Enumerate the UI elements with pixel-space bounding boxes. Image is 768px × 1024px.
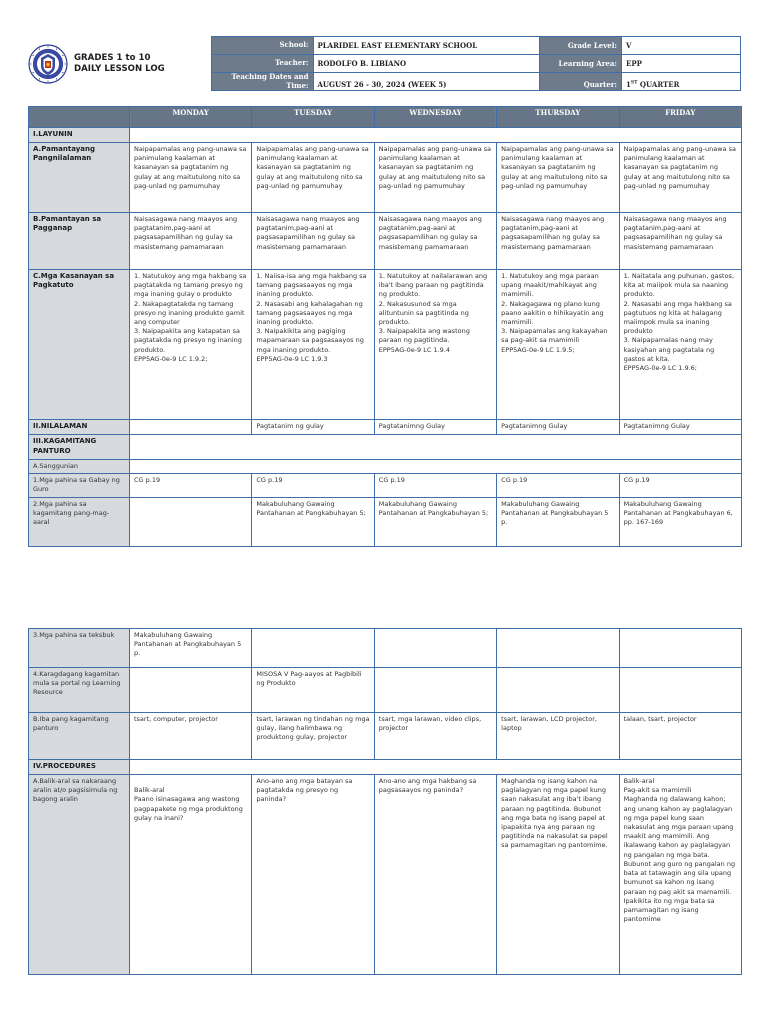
row-label-gabay-ng-guro: 1.Mga pahina sa Gabay ng Guro [29, 473, 130, 497]
day-header-monday: MONDAY [130, 107, 252, 128]
cell-teksbuk-monday: Makabuluhang Gawaing Pantahanan at Pangkabuhayan 5 p. [130, 629, 252, 668]
row-label-teksbuk: 3.Mga pahina sa teksbuk [29, 629, 130, 668]
cell-pagkatuto-friday: 1. Naitatala ang puhunan, gastos, kita at maiipok mula sa naaning produkto. 2. Nasasabi ang mga hakbang sa pagtutuos ng kita at halagang maiimpok mula sa inaning produkto 3. Naipapamalas nang may kasiyahan ang pagtatala ng gastos at kita. EPP5AG-0e-9 LC 1.9.6; [619, 269, 741, 419]
cell-balik-aral-tuesday: Ano-ano ang mga batayan sa pagtatakda ng presyo ng paninda? [252, 774, 374, 974]
row-label-kagamitang-pang-mag-aaral: 2.Mga pahina sa kagamitang pang-mag-aaral [29, 497, 130, 546]
quarter-number: 1 [626, 80, 631, 90]
section-procedures-label: IV.PROCEDURES [29, 760, 130, 775]
cell-pagkatuto-monday: 1. Natutukoy ang mga hakbang sa pagtatakda ng tamang presyo ng mga inaning gulay o produkto 2. Nakapagtatakda ng tamang presyo ng inaning produkto gamit ang computer 3. Naipapakita ang katapatan sa pagtatakda ng presyo ng inaning produkto. EPP5AG-0e-9 LC 1.9.2; [130, 269, 252, 419]
school-label: School: [211, 37, 313, 55]
row-label-balik-aral: A.Balik-aral sa nakaraang aralin at/o pagsisimula ng bagong aralin [29, 774, 130, 974]
school-value: PLARIDEL EAST ELEMENTARY SCHOOL [313, 37, 540, 55]
quarter-text: QUARTER [637, 80, 680, 90]
table-row [29, 434, 742, 459]
table-row [29, 128, 742, 143]
cell-pang-mag-aaral-friday: Makabuluhang Gawaing Pantahanan at Pangkabuhayan 6, pp. 167-169 [619, 497, 741, 546]
deped-seal-icon [28, 44, 68, 84]
teaching-dates-label [211, 73, 313, 91]
cell-pangnilalaman-thursday: Naipapamalas ang pang-unawa sa panimulang kaalaman at kasanayan sa pagtatanim ng gulay at ang maitutulong nito sa pag-unlad ng pamumuhay [497, 142, 619, 212]
quarter-label: Quarter: [540, 73, 622, 91]
quarter-value [622, 73, 741, 91]
cell-iba-pang-wednesday: tsart, mga larawan, video clips, projector [374, 713, 496, 760]
cell-pang-mag-aaral-monday [130, 497, 252, 546]
title-line-2: DAILY LESSON LOG [74, 63, 165, 74]
cell-pagganap-friday: Naisasagawa nang maayos ang pagtatanim,pag-aani at pagsasapamilihan ng gulay sa masistemang pamamaraan [619, 212, 741, 269]
cell-nilalaman-thursday: Pagtatanimng Gulay [497, 419, 619, 434]
cell-teksbuk-wednesday [374, 629, 496, 668]
row-label-pamantayan-sa-pagganap: B.Pamantayan sa Pagganap [29, 212, 130, 269]
table-row [29, 142, 742, 212]
document-title [74, 53, 165, 74]
row-label-kasanayan-sa-pagkatuto: C.Mga Kasanayan sa Pagkatuto [29, 269, 130, 419]
cell-pagganap-tuesday: Naisasagawa nang maayos ang pagtatanim,pag-aani at pagsasapamilihan ng gulay sa masistemang pamamaraan [252, 212, 374, 269]
section-kagamitang-panturo-span [130, 434, 742, 459]
lesson-table-page-2 [28, 628, 742, 975]
day-header-wednesday: WEDNESDAY [374, 107, 496, 128]
day-header-friday: FRIDAY [619, 107, 741, 128]
cell-pangnilalaman-friday: Naipapamalas ang pang-unawa sa panimulang kaalaman at kasanayan sa pagtatanim ng gulay at ang maitutulong nito sa pag-unlad ng pamumuhay [619, 142, 741, 212]
table-row [29, 629, 742, 668]
table-row [29, 497, 742, 546]
cell-pagkatuto-wednesday: 1. Natutukoy at nailalarawan ang iba't ibang paraan ng pagtitinda ng produkto. 2. Nakasusunod sa mga alituntunin sa pagtitinda ng produkto. 3. Naipapakita ang wastong paraan ng pagtitinda. EPP5AG-0e-9 LC 1.9.4 [374, 269, 496, 419]
grade-level-value: V [622, 37, 741, 55]
table-row [29, 269, 742, 419]
cell-pangnilalaman-monday: Naipapamalas ang pang-unawa sa panimulang kaalaman at kasanayan sa pagtatanim ng gulay at ang maitutulong nito sa pag-unlad ng pamumuhay [130, 142, 252, 212]
cell-pangnilalaman-tuesday: Naipapamalas ang pang-unawa sa panimulang kaalaman at kasanayan sa pagtatanim ng gulay at ang maitutulong nito sa pag-unlad ng pamumuhay [252, 142, 374, 212]
cell-nilalaman-monday [130, 419, 252, 434]
row-label-iba-pang-kagamitan: B.Iba pang kagamitang panturo [29, 713, 130, 760]
teacher-value: RODOLFO B. LIBIANO [313, 55, 540, 73]
teacher-label: Teacher: [211, 55, 313, 73]
day-header-thursday: THURSDAY [497, 107, 619, 128]
cell-balik-aral-monday: Balik-aral Paano isinasagawa ang wastong pagpapakete ng mga produktong gulay na inani? [130, 774, 252, 974]
cell-iba-pang-thursday: tsart, larawan, LCD projector, laptop [497, 713, 619, 760]
cell-portal-thursday [497, 668, 619, 713]
row-label-sanggunian: A.Sanggunian [29, 459, 130, 473]
header-table [28, 36, 741, 91]
cell-pagganap-thursday: Naisasagawa nang maayos ang pagtatanim,pag-aani at pagsasapamilihan ng gulay sa masistemang pamamaraan [497, 212, 619, 269]
section-nilalaman-label: II.NILALAMAN [29, 419, 130, 434]
cell-pagkatuto-thursday: 1. Natutukoy ang mga paraan upang maakit/mahikayat ang mamimili. 2. Nakagagawa ng plano kung paano aakitin o hihikayatin ang mamimili. 3. Naipapamalas ang kakayahan sa pag-akit sa mamimili EPP5AG-0e-9 LC 1.9.5; [497, 269, 619, 419]
cell-nilalaman-tuesday: Pagtatanim ng gulay [252, 419, 374, 434]
cell-gabay-wednesday: CG p.19 [374, 473, 496, 497]
header-logo-cell [28, 37, 211, 91]
table-row [29, 459, 742, 473]
sanggunian-span [130, 459, 742, 473]
table-row [29, 713, 742, 760]
table-row [29, 473, 742, 497]
day-header-tuesday: TUESDAY [252, 107, 374, 128]
cell-teksbuk-tuesday [252, 629, 374, 668]
table-row [29, 668, 742, 713]
row-label-pamantayang-pangnilalaman: A.Pamantayang Pangnilalaman [29, 142, 130, 212]
lesson-table-page-1 [28, 106, 742, 547]
cell-iba-pang-tuesday: tsart, larawan ng tindahan ng mga gulay, ilang halimbawa ng produktong gulay, projector [252, 713, 374, 760]
cell-balik-aral-friday: Balik-aral Pag-akit sa mamimili Maghanda ng dalawang kahon; ang unang kahon ay paglalagyan ng mga papel kung saan nakasulat ang mga paraan upang maakit ang mamimili. Ang ikalawang kahon ay paglalagyan ng pangalan ng mga bata. Bubunot ang guro ng pangalan ng bata at tatawagin ang sila upang bumunot sa kahon ng isang paraan ng pag akit sa mamamili. Ipakikita ito ng mga bata sa pamamagitan ng isang pantomime [619, 774, 741, 974]
cell-portal-wednesday [374, 668, 496, 713]
table-row [29, 760, 742, 775]
cell-iba-pang-friday: talaan, tsart, projector [619, 713, 741, 760]
learning-area-label: Learning Area: [540, 55, 622, 73]
learning-area-value: EPP [622, 55, 741, 73]
teaching-dates-label-line-1: Teaching Dates and [231, 72, 309, 82]
cell-pangnilalaman-wednesday: Naipapamalas ang pang-unawa sa panimulang kaalaman at kasanayan sa pagtatanim ng gulay at ang maitutulong nito sa pag-unlad ng pamumuhay [374, 142, 496, 212]
cell-pang-mag-aaral-wednesday: Makabuluhang Gawaing Pantahanan at Pangkabuhayan 5; [374, 497, 496, 546]
cell-teksbuk-thursday [497, 629, 619, 668]
cell-portal-tuesday: MISOSA V Pag-aayos at Pagbibili ng Produkto [252, 668, 374, 713]
section-layunin-span [130, 128, 742, 143]
cell-gabay-thursday: CG p.19 [497, 473, 619, 497]
section-layunin-label: I.LAYUNIN [29, 128, 130, 143]
cell-gabay-monday: CG p.19 [130, 473, 252, 497]
table-row [29, 212, 742, 269]
section-kagamitang-panturo-label: III.KAGAMITANG PANTURO [29, 434, 130, 459]
day-header-row [29, 107, 742, 128]
cell-nilalaman-friday: Pagtatanimng Gulay [619, 419, 741, 434]
cell-pang-mag-aaral-tuesday: Makabuluhang Gawaing Pantahanan at Pangkabuhayan 5; [252, 497, 374, 546]
cell-pagganap-wednesday: Naisasagawa nang maayos ang pagtatanim,pag-aani at pagsasapamilihan ng gulay sa masistemang pamamaraan [374, 212, 496, 269]
cell-pagganap-monday: Naisasagawa nang maayos ang pagtatanim,pag-aani at pagsasapamilihan ng gulay sa masistemang pamamaraan [130, 212, 252, 269]
title-line-1: GRADES 1 to 10 [74, 52, 151, 63]
cell-pagkatuto-tuesday: 1. Naiisa-isa ang mga hakbang sa tamang pagsasaayos ng mga inaning produkto. 2. Nasasabi ang kahalagahan ng tamang pagsasaayos ng mga inaning produkto. 3. Naipakikita ang pagiging mapamaraan sa pagsasaayos ng mga inaning produkto. EPP5AG-0e-9 LC 1.9.3 [252, 269, 374, 419]
cell-balik-aral-thursday: Maghanda ng isang kahon na paglalagyan ng mga papel kung saan nakasulat ang iba't ibang paraan ng pagtitinda. Bubunot ang mga bata ng isang papel at ipapakita nya ang paraan ng pagtitinda na nakasulat sa papel sa pamamagitan ng pantomime. [497, 774, 619, 974]
section-procedures-span [130, 760, 742, 775]
teaching-dates-value: AUGUST 26 - 30, 2024 (WEEK 5) [313, 73, 540, 91]
row-label-learning-resource-portal: 4.Karagdagang kagamitan mula sa portal ng Learning Resource [29, 668, 130, 713]
teaching-dates-label-line-2: Time: [286, 80, 309, 90]
cell-iba-pang-monday: tsart, computer, projector [130, 713, 252, 760]
cell-teksbuk-friday [619, 629, 741, 668]
table-row [29, 774, 742, 974]
day-header-blank [29, 107, 130, 128]
cell-pang-mag-aaral-thursday: Makabuluhang Gawaing Pantahanan at Pangkabuhayan 5 p. [497, 497, 619, 546]
cell-nilalaman-wednesday: Pagtatanimng Gulay [374, 419, 496, 434]
cell-gabay-tuesday: CG p.19 [252, 473, 374, 497]
grade-level-label: Grade Level: [540, 37, 622, 55]
cell-gabay-friday: CG p.19 [619, 473, 741, 497]
cell-balik-aral-wednesday: Ano-ano ang mga hakbang sa pagsasaayos ng paninda? [374, 774, 496, 974]
cell-portal-friday [619, 668, 741, 713]
quarter-suffix: ST [630, 80, 638, 86]
table-row [29, 419, 742, 434]
cell-portal-monday [130, 668, 252, 713]
